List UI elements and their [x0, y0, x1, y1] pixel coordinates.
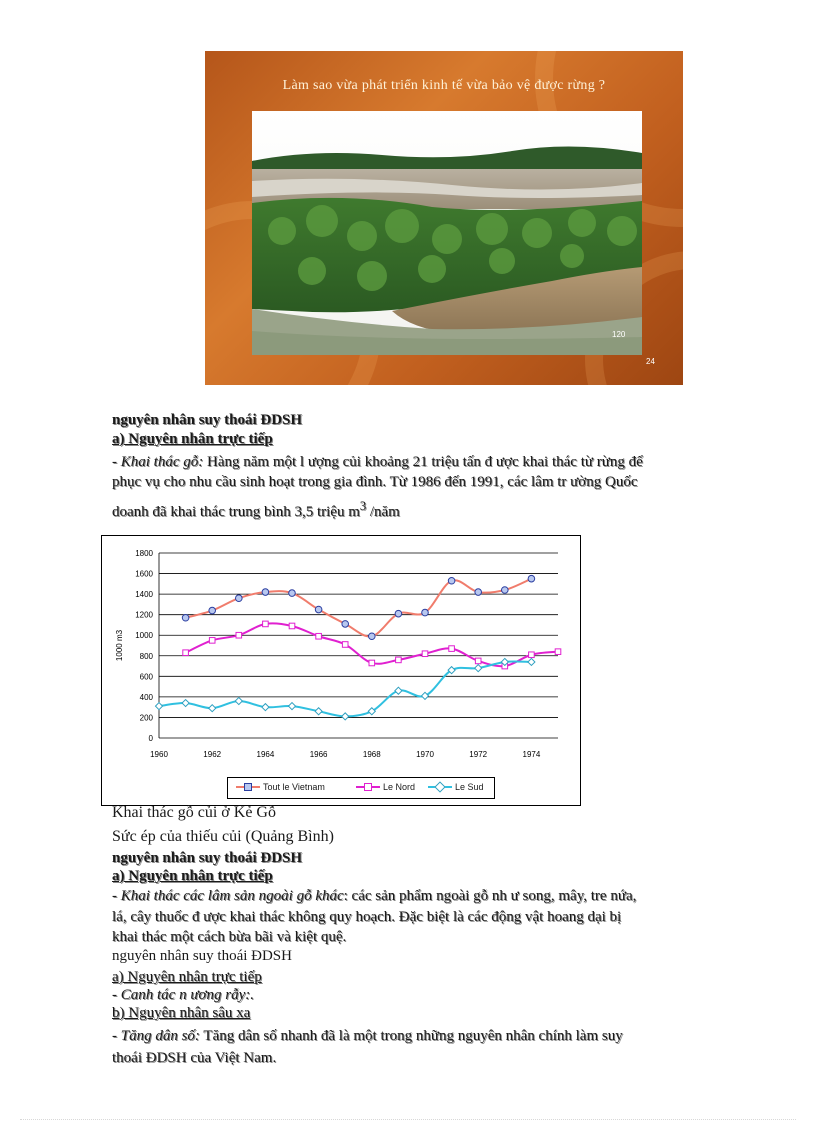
section1-heading: nguyên nhân suy thoái ĐDSH [112, 412, 303, 428]
legend-item-sud [428, 782, 484, 792]
data-point [262, 589, 269, 596]
section3-line1-text: Tăng dân số nhanh đã là một trong những nguyên nhân chính làm suy [199, 1028, 623, 1044]
mangrove-photo [252, 111, 642, 355]
photo-label: 120 [612, 330, 626, 339]
y-tick-label: 0 [148, 734, 153, 743]
series-line-0 [186, 579, 532, 637]
section3-subheading-a: a) Nguyên nhân trực tiếp [112, 969, 262, 985]
section1-line3-text: doanh đã khai thác trung bình 3,5 triệu m [112, 504, 360, 520]
slide-number: 24 [646, 357, 655, 366]
section3-heading: nguyên nhân suy thoái ĐDSH [112, 948, 292, 964]
data-point [209, 705, 216, 712]
data-point [236, 632, 242, 638]
y-tick-label: 200 [139, 713, 153, 723]
data-point [395, 687, 402, 694]
section1-line3-end: /năm [366, 504, 400, 520]
chart-plot [102, 536, 580, 805]
y-tick-label: 800 [139, 651, 153, 661]
section3-canh-tac: - Canh tác n ương rẫy:. [112, 987, 255, 1003]
x-tick-label: 1962 [203, 750, 222, 759]
y-tick-label: 400 [139, 692, 153, 702]
legend-circle-icon [236, 782, 260, 792]
slide-image [205, 51, 683, 385]
section1-superscript: 3 [359, 499, 367, 513]
data-point [422, 651, 428, 657]
legend-label-tout: Tout le Vietnam [263, 782, 325, 792]
x-tick-label: 1968 [362, 750, 381, 759]
data-point [235, 697, 242, 704]
data-point [183, 650, 189, 656]
section3-line2: thoái ĐDSH của Việt Nam. [112, 1050, 277, 1066]
data-point [182, 700, 189, 707]
logging-chart [101, 535, 581, 806]
y-tick-label: 1600 [135, 569, 153, 579]
data-point [342, 713, 349, 720]
section1-subheading: a) Nguyên nhân trực tiếp [112, 431, 273, 447]
data-point [262, 704, 269, 711]
x-tick-label: 1972 [469, 750, 488, 759]
data-point [475, 658, 481, 664]
data-point [528, 575, 535, 582]
data-point [315, 708, 322, 715]
page-divider [20, 1119, 796, 1120]
x-tick-label: 1960 [150, 750, 168, 759]
data-point [475, 665, 482, 672]
data-point [369, 660, 375, 666]
data-point [236, 595, 243, 602]
data-point [529, 652, 535, 658]
data-point [342, 621, 349, 628]
section1-line1 [112, 454, 643, 471]
data-point [502, 587, 509, 594]
x-tick-label: 1970 [416, 750, 434, 759]
caption-2: Sức ép của thiếu củi (Quảng Bình) [112, 828, 334, 845]
data-point [448, 577, 455, 584]
data-point [289, 590, 296, 597]
data-point [555, 649, 561, 655]
legend-label-sud: Le Sud [455, 782, 484, 792]
x-tick-label: 1966 [309, 750, 328, 759]
data-point [263, 621, 269, 627]
legend-item-tout [236, 782, 325, 792]
section2-italic: - Khai thác các lâm sản ngoài gỗ khác [112, 888, 344, 904]
section1-line1-text: Hàng năm một l ượng củi khoảng 21 triệu tấn đ ược khai thác từ rừng để [203, 454, 643, 470]
section1-italic: - Khai thác gỗ: [112, 454, 204, 470]
data-point [422, 609, 429, 616]
legend-diamond-icon [428, 782, 452, 792]
y-tick-label: 1400 [135, 590, 153, 600]
data-point [395, 610, 402, 617]
section2-subheading: a) Nguyên nhân trực tiếp [112, 868, 273, 884]
data-point [369, 633, 376, 640]
slide-title: Làm sao vừa phát triển kinh tế vừa bảo vệ được rừng ? [282, 78, 606, 93]
section2-heading: nguyên nhân suy thoái ĐDSH [112, 850, 303, 866]
data-point [315, 606, 322, 613]
y-axis-label: 1000 m3 [115, 629, 124, 662]
section3-line1 [112, 1028, 623, 1045]
section2-line1 [112, 888, 636, 905]
caption-1: Khai thác gỗ củi ở Kẻ Gỗ [112, 804, 276, 821]
data-point [342, 642, 348, 648]
legend-label-nord: Le Nord [383, 782, 416, 792]
section2-line2: lá, cây thuốc đ ược khai thác không quy hoạch. Đặc biệt là các động vật hoang dại bị [112, 909, 622, 925]
y-tick-label: 600 [139, 672, 153, 682]
y-tick-label: 1000 [135, 631, 153, 641]
legend-square-icon [356, 782, 380, 792]
data-point [182, 614, 189, 621]
data-point [528, 658, 535, 665]
section3-subheading-b: b) Nguyên nhân sâu xa [112, 1005, 251, 1021]
data-point [209, 607, 216, 614]
data-point [316, 633, 322, 639]
y-tick-label: 1800 [135, 549, 153, 558]
chart-legend [227, 777, 495, 799]
data-point [449, 646, 455, 652]
data-point [396, 657, 402, 663]
data-point [209, 638, 215, 644]
data-point [288, 703, 295, 710]
data-point [289, 623, 295, 629]
section3-italic: - Tăng dân số: [112, 1028, 200, 1044]
x-tick-label: 1974 [522, 750, 541, 759]
section1-line3 [112, 498, 400, 521]
legend-item-nord [356, 782, 415, 792]
section1-line2: phục vụ cho nhu cầu sinh hoạt trong gia đình. Từ 1986 đến 1991, các lâm tr ường Quốc [112, 474, 638, 490]
x-tick-label: 1964 [256, 750, 275, 759]
section2-line3: khai thác một cách bừa bãi và kiệt quệ. [112, 929, 347, 945]
data-point [155, 703, 162, 710]
data-point [475, 589, 482, 596]
section2-line1-text: : các sản phẩm ngoài gỗ nh ư song, mây, tre nứa, [343, 888, 637, 904]
y-tick-label: 1200 [135, 610, 153, 620]
